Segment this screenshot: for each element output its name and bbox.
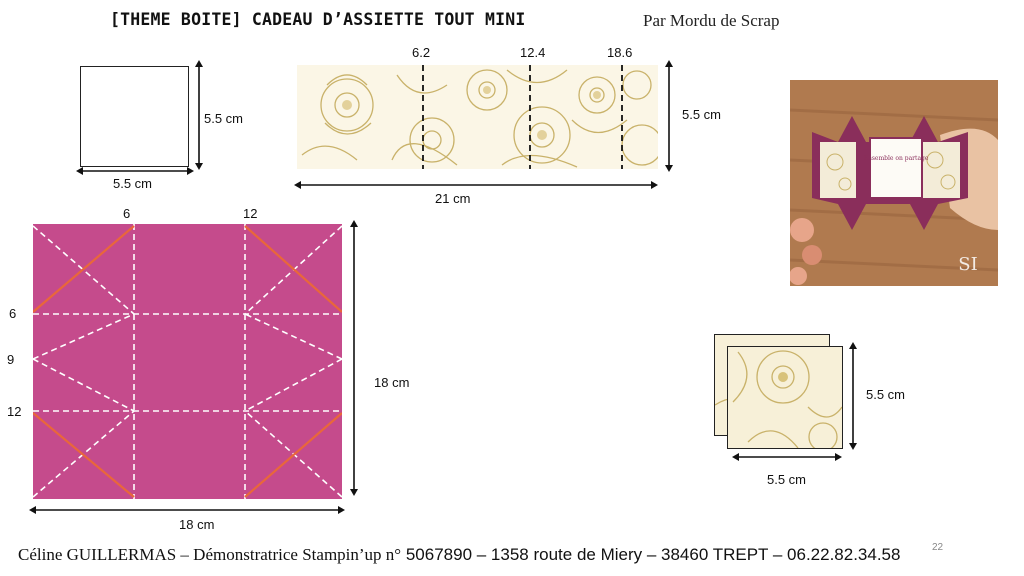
strip-width-arrow: [294, 178, 660, 192]
strip-width-label: 21 cm: [435, 191, 471, 206]
square-piece: [80, 66, 189, 167]
strip-fold-mark-3: 18.6: [607, 45, 633, 60]
finished-project-photo: [790, 80, 998, 286]
page-number: 22: [932, 542, 944, 553]
pink-width-label: 18 cm: [179, 517, 215, 532]
author-byline: Par Mordu de Scrap: [643, 11, 780, 30]
footer-details: 5067890 – 1358 route de Miery – 38460 TREPT – 06.22.82.34.58: [405, 545, 901, 564]
footer-contact: [18, 545, 900, 565]
svg-text:SI: SI: [958, 254, 978, 275]
strip-fold-mark-1: 6.2: [412, 45, 431, 60]
pink-height-label: 18 cm: [374, 375, 410, 390]
pink-left-mark-1: 6: [9, 306, 17, 321]
floral-pattern: [297, 65, 658, 169]
pink-width-arrow: [29, 503, 347, 517]
project-photo-illustration: [790, 80, 998, 286]
square-height-label: 5.5 cm: [204, 111, 244, 126]
strip-height-arrow: [660, 60, 680, 174]
floral-card-front-pattern: [728, 347, 842, 448]
card-width-arrow: [732, 450, 844, 464]
pink-base-diagram: [33, 224, 342, 499]
pink-height-arrow: [345, 220, 365, 498]
square-width-label: 5.5 cm: [113, 176, 153, 191]
photo-card-text: Ensemble on partage: [863, 155, 929, 162]
floral-card-front: [727, 346, 843, 449]
pink-top-mark-1: 6: [123, 206, 131, 221]
strip-height-label: 5.5 cm: [682, 107, 722, 122]
pink-base-sheet: [33, 224, 342, 499]
floral-strip: [297, 65, 658, 169]
pink-left-mark-2: 9: [7, 352, 15, 367]
card-height-label: 5.5 cm: [866, 387, 906, 402]
footer-name: Céline GUILLERMAS – Démonstratrice Stampin’up n°: [18, 545, 402, 564]
page-title: [THEME BOITE] CADEAU D’ASSIETTE TOUT MINI: [110, 10, 526, 29]
card-height-arrow: [844, 342, 864, 452]
strip-fold-mark-2: 12.4: [520, 45, 546, 60]
pink-left-mark-3: 12: [7, 404, 22, 419]
card-width-label: 5.5 cm: [767, 472, 807, 487]
pink-top-mark-2: 12: [243, 206, 258, 221]
